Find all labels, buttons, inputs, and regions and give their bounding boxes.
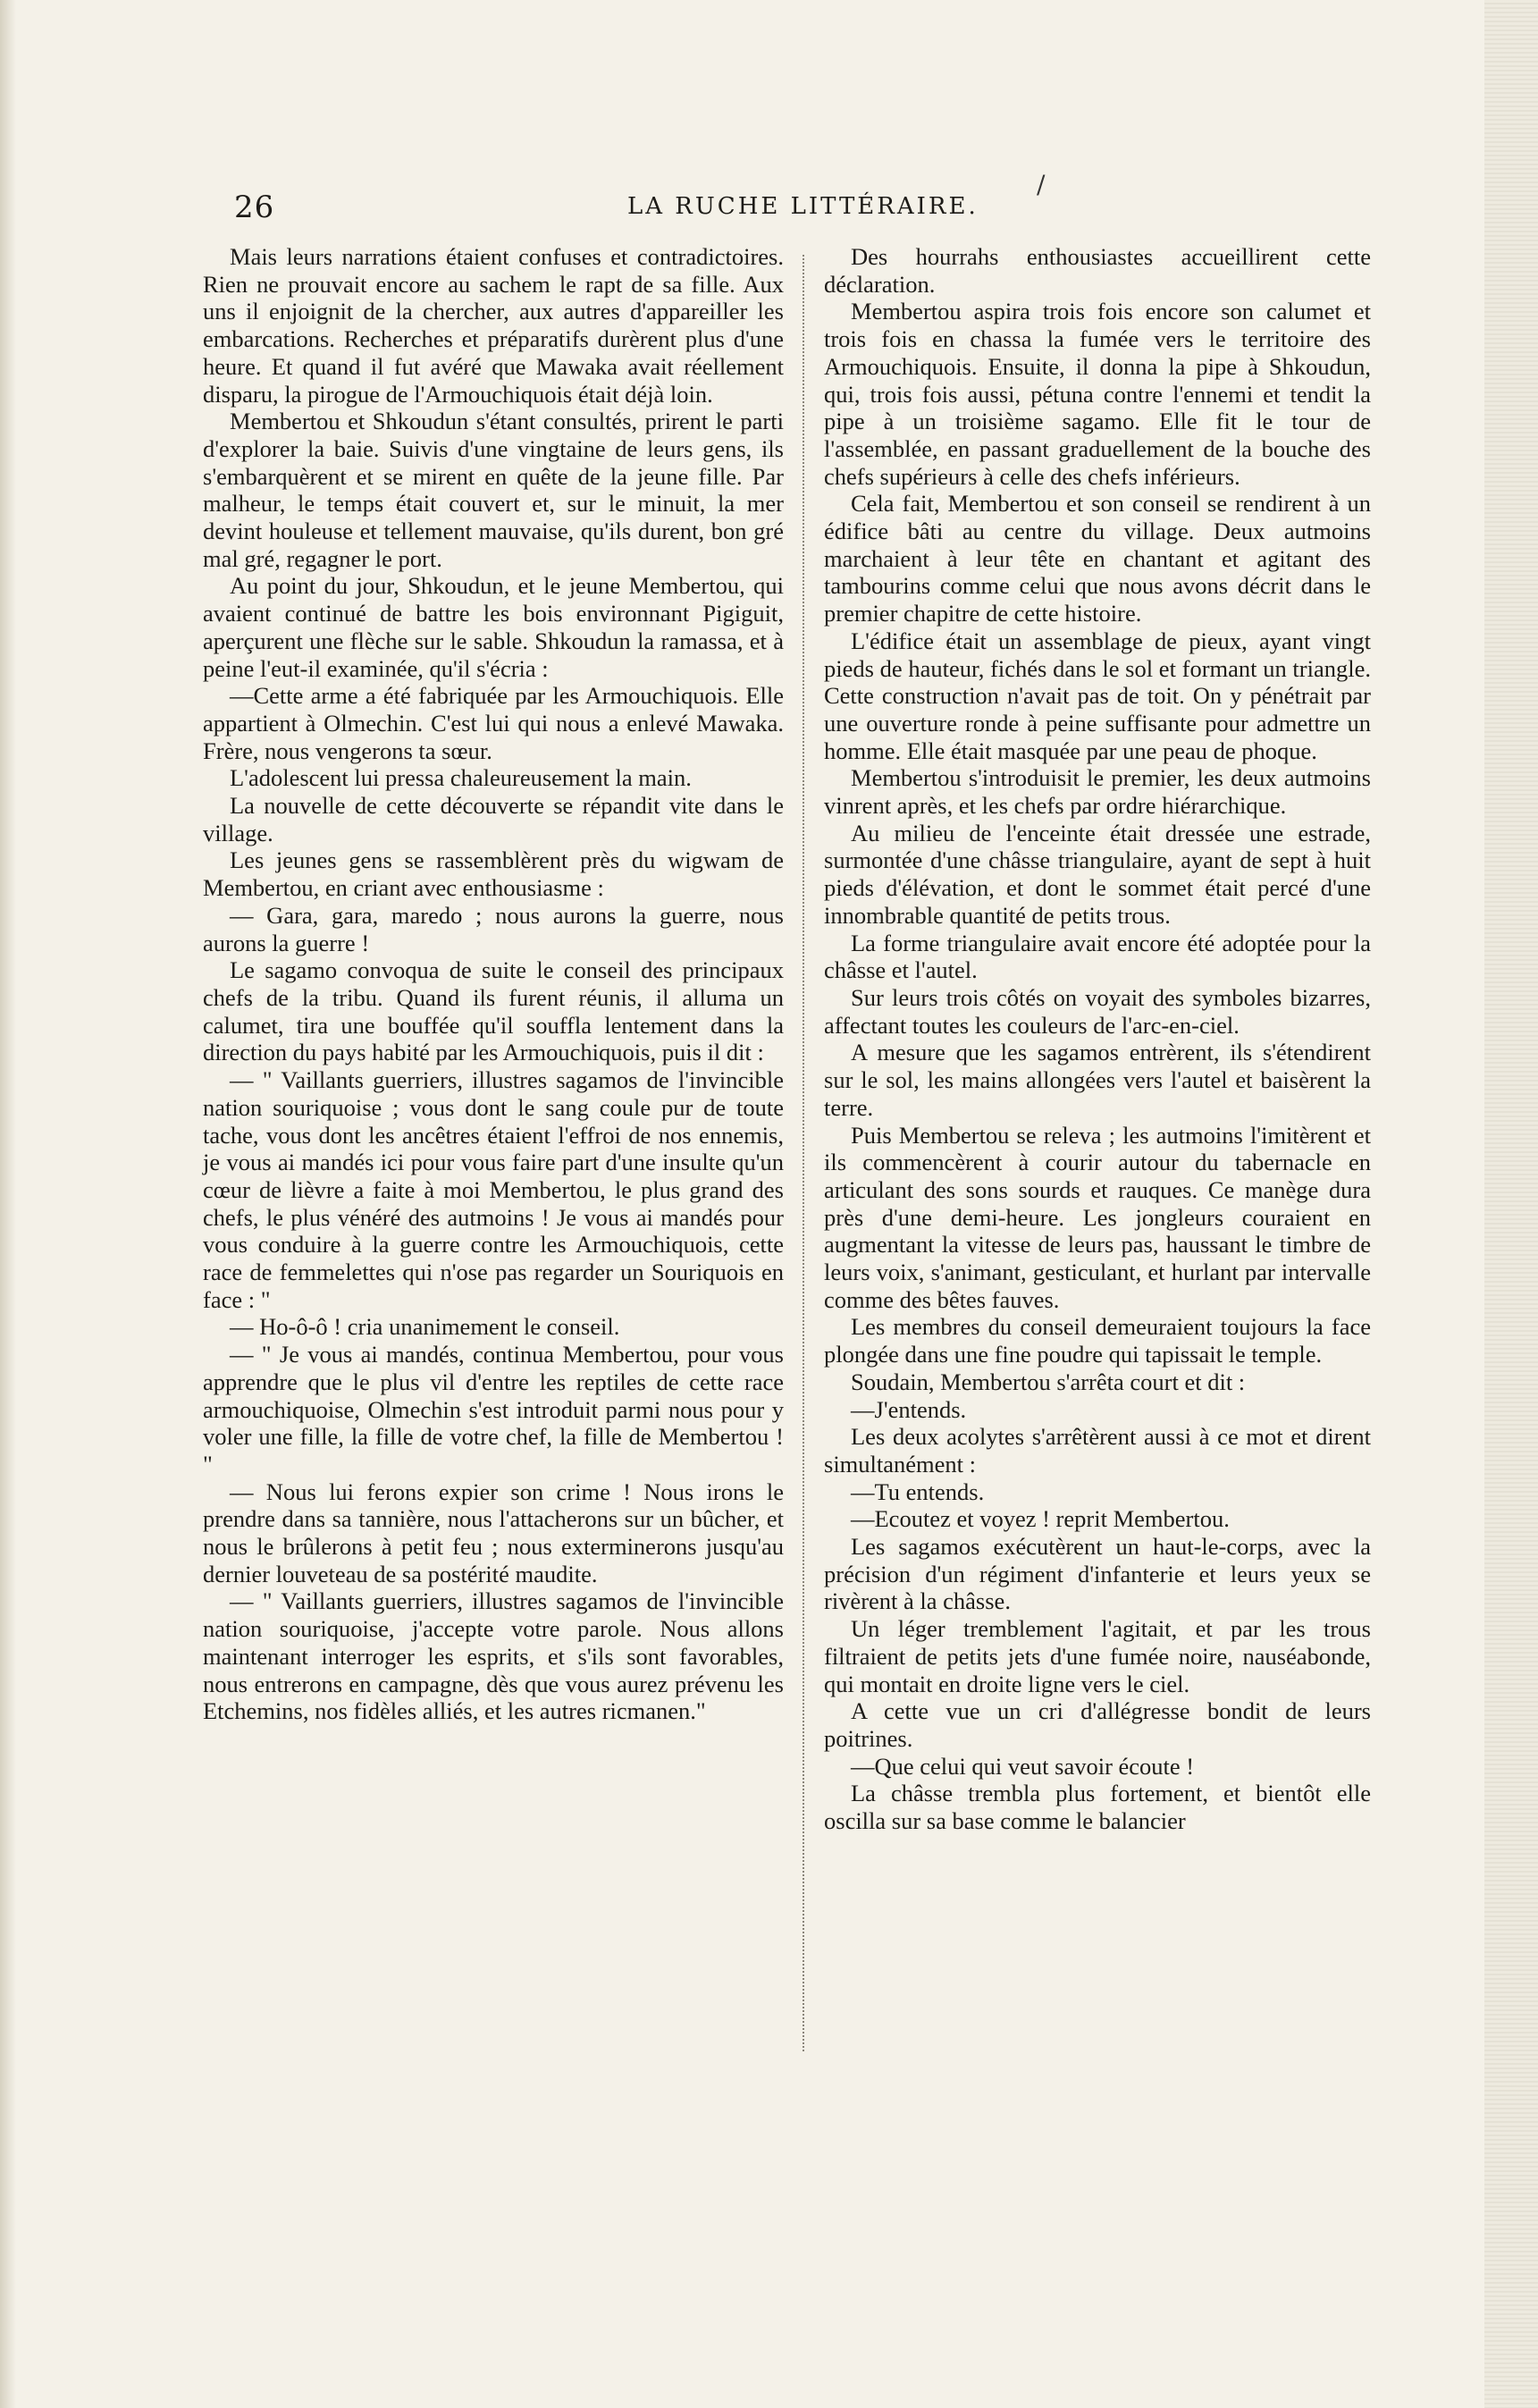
- paragraph: A cette vue un cri d'allégresse bondit de leurs poitrines.: [824, 1697, 1371, 1752]
- paragraph: Les jeunes gens se rassemblèrent près du wigwam de Membertou, en criant avec enthousiasme :: [203, 846, 784, 902]
- stray-ink-mark: /: [1037, 170, 1046, 199]
- column-divider: [803, 255, 804, 2051]
- page-left-shadow: [0, 0, 16, 2408]
- paragraph: Au point du jour, Shkoudun, et le jeune Membertou, qui avaient continué de battre les bois environnant Pigiguit, aperçurent une flèche sur le sable. Shkoudun la ramassa, et à peine l'eut-il examinée, qu'il s'écria :: [203, 572, 784, 682]
- paragraph: Des hourrahs enthousiastes accueillirent cette déclaration.: [824, 243, 1371, 298]
- paragraph: L'édifice était un assemblage de pieux, ayant vingt pieds de hauteur, fichés dans le sol et formant un triangle. Cette construction n'avait pas de toit. On y pénétrait par une ouverture ronde à peine suffisante pour admettre un homme. Elle était masquée par une peau de phoque.: [824, 627, 1371, 764]
- paragraph: Membertou s'introduisit le premier, les deux autmoins vinrent après, et les chefs par ordre hiérarchique.: [824, 764, 1371, 820]
- paragraph: Un léger tremblement l'agitait, et par les trous filtraient de petits jets d'une fumée noire, nauséabonde, qui montait en droite ligne vers le ciel.: [824, 1615, 1371, 1697]
- paragraph: — " Je vous ai mandés, continua Membertou, pour vous apprendre que le plus vil d'entre les reptiles de cette race armouchiquoise, Olmechin s'est introduit parmi nous pour y voler une fille, la fille de votre chef, la fille de Membertou ! ": [203, 1341, 784, 1478]
- page-header: [234, 189, 1369, 229]
- paragraph: La forme triangulaire avait encore été adoptée pour la châsse et l'autel.: [824, 929, 1371, 984]
- paragraph: — " Vaillants guerriers, illustres sagamos de l'invincible nation souriquoise ; vous dont le sang coule pur de toute tache, vous dont les ancêtres étaient l'effroi de nos ennemis, je vous ai mandés ici pour vous faire part d'une insulte qu'un cœur de lièvre a faite à moi Membertou, le plus grand des chefs, le plus vénéré des autmoins ! Je vous ai mandés pour vous conduire à la guerre contre les Armouchiquois, cette race de femmelettes qui n'ose pas regarder un Souriquois en face : ": [203, 1066, 784, 1313]
- paragraph: — " Vaillants guerriers, illustres sagamos de l'invincible nation souriquoise, j'accepte votre parole. Nous allons maintenant interroger les esprits, et s'ils sont favorables, nous entrerons en campagne, dès que vous aurez prévenu les Etchemins, nos fidèles alliés, et les autres ricmanen.": [203, 1587, 784, 1725]
- paragraph: Membertou aspira trois fois encore son calumet et trois fois en chassa la fumée vers le territoire des Armouchiquois. Ensuite, il donna la pipe à Shkoudun, qui, trois fois aussi, pétuna contre l'ennemi et tendit la pipe à un troisième sagamo. Elle fit le tour de l'assemblée, en passant graduellement de la bouche des chefs supérieurs à celle des chefs inférieurs.: [824, 298, 1371, 490]
- paragraph: —J'entends.: [851, 1395, 967, 1423]
- paragraph: Les sagamos exécutèrent un haut-le-corps, avec la précision d'un régiment d'infanterie et leurs yeux se rivèrent à la châsse.: [824, 1533, 1371, 1615]
- paragraph: —Cette arme a été fabriquée par les Armouchiquois. Elle appartient à Olmechin. C'est lui qui nous a enlevé Mawaka. Frère, nous vengerons ta sœur.: [203, 682, 784, 764]
- paragraph: Les membres du conseil demeuraient toujours la face plongée dans une fine poudre qui tapissait le temple.: [824, 1313, 1371, 1368]
- paragraph: La nouvelle de cette découverte se répandit vite dans le village.: [203, 792, 784, 846]
- paragraph: Au milieu de l'enceinte était dressée une estrade, surmontée d'une châsse triangulaire, ayant de sept à huit pieds d'élévation, et dont le sommet était percé d'une innombrable quantité de petits trous.: [824, 819, 1371, 929]
- paragraph: Cela fait, Membertou et son conseil se rendirent à un édifice bâti au centre du village. Deux autmoins marchaient à leur tête en chantant et agitant des tambourins comme celui que nous avons décrit dans le premier chapitre de cette histoire.: [824, 490, 1371, 627]
- paragraph: Membertou et Shkoudun s'étant consultés, prirent le parti d'explorer la baie. Suivis d'une vingtaine de leurs gens, ils s'embarquèrent et se mirent en quête de la jeune fille. Par malheur, le temps était couvert et, sur le minuit, la mer devint houleuse et tellement mauvaise, qu'ils durent, bon gré mal gré, regagner le port.: [203, 408, 784, 572]
- right-column: [824, 243, 1371, 1835]
- page-right-edge-texture: [1484, 0, 1538, 2408]
- paragraph: La châsse trembla plus fortement, et bientôt elle oscilla sur sa base comme le balancier: [824, 1780, 1371, 1835]
- paragraph: A mesure que les sagamos entrèrent, ils s'étendirent sur le sol, les mains allongées vers l'autel et baisèrent la terre.: [824, 1039, 1371, 1121]
- paragraph: Soudain, Membertou s'arrêta court et dit :: [851, 1368, 1246, 1395]
- paragraph: —Ecoutez et voyez ! reprit Membertou.: [851, 1505, 1230, 1533]
- paragraph: —Que celui qui veut savoir écoute !: [851, 1752, 1195, 1780]
- paragraph: Sur leurs trois côtés on voyait des symboles bizarres, affectant toutes les couleurs de l'arc-en-ciel.: [824, 983, 1371, 1039]
- paragraph: Puis Membertou se releva ; les autmoins l'imitèrent et ils commencèrent à courir autour du tabernacle en articulant des sons sourds et rauques. Ce manège dura près d'une demi-heure. Les jongleurs couraient en augmentant la vitesse de leurs pas, haussant le timbre de leurs voix, s'animant, gesticulant, et hurlant par intervalle comme des bêtes fauves.: [824, 1121, 1371, 1313]
- paragraph: — Ho-ô-ô ! cria unanimement le conseil.: [230, 1313, 620, 1341]
- paragraph: L'adolescent lui pressa chaleureusement la main.: [230, 764, 692, 792]
- paragraph: Le sagamo convoqua de suite le conseil des principaux chefs de la tribu. Quand ils furent réunis, il alluma un calumet, tira une bouffée qu'il souffla lentement dans la direction du pays habité par les Armouchiquois, puis il dit :: [203, 956, 784, 1066]
- page-number: 26: [234, 189, 275, 225]
- left-column: [203, 243, 784, 1725]
- paragraph: — Nous lui ferons expier son crime ! Nous irons le prendre dans sa tannière, nous l'attacherons sur un bûcher, et nous le brûlerons à petit feu ; nous exterminerons jusqu'au dernier louveteau de sa postérité maudite.: [203, 1478, 784, 1587]
- paragraph: — Gara, gara, maredo ; nous aurons la guerre, nous aurons la guerre !: [203, 901, 784, 956]
- running-head: LA RUCHE LITTÉRAIRE.: [627, 193, 979, 220]
- paragraph: Mais leurs narrations étaient confuses et contradictoires. Rien ne prouvait encore au sachem le rapt de sa fille. Aux uns il enjoignit de la chercher, aux autres d'appareiller les embarcations. Recherches et préparatifs durèrent plus d'une heure. Et quand il fut avéré que Mawaka avait réellement disparu, la pirogue de l'Armouchiquois était déjà loin.: [203, 243, 784, 408]
- paragraph: —Tu entends.: [851, 1478, 985, 1505]
- paragraph: Les deux acolytes s'arrêtèrent aussi à ce mot et dirent simultanément :: [824, 1423, 1371, 1478]
